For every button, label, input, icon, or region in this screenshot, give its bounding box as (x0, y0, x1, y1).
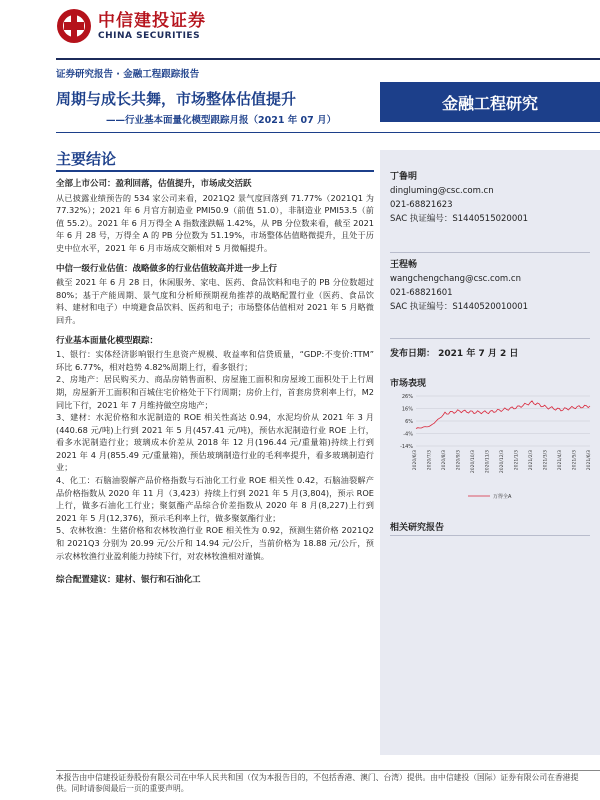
x-tick-label: 2021/1/3 (514, 450, 520, 471)
analyst-card (390, 258, 528, 314)
footer-disclaimer: 本报告由中信建投证券股份有限公司在中华人民共和国（仅为本报告目的，不包括香港、澳门、台湾）提供。由中信建投（国际）证券有限公司在香港提供。同时请参阅最后一页的重要声明。 (56, 773, 579, 793)
logo-mark-icon (56, 8, 92, 44)
y-tick-label: -14% (400, 444, 413, 450)
x-tick-label: 2021/6/3 (587, 450, 592, 471)
x-tick-label: 2020/6/3 (413, 450, 418, 471)
logo-en-text: CHINA SECURITIES (98, 30, 201, 41)
analyst-card (390, 170, 528, 226)
footer-rule (56, 770, 600, 771)
x-tick-label: 2021/4/3 (558, 450, 563, 471)
section-heading-industry: 中信一级行业估值：战略做多的行业估值较高并进一步上行 (56, 263, 278, 274)
x-tick-label: 2021/2/3 (529, 450, 534, 471)
model-item-bank: 1、银行：实体经济影响银行生息资产规模、收益率和信贷质量，“GDP:不变价:TTM” 环比 6.77%，相对趋势 4.82%周期上行，看多银行； (56, 349, 374, 372)
analyst-divider (390, 252, 590, 253)
report-subtitle: ——行业基本面量化模型跟踪月报（2021 年 07 月） (106, 115, 337, 126)
publish-date: 发布日期： 2021 年 7 月 2 日 (390, 349, 519, 359)
y-tick-label: 26% (401, 394, 413, 400)
y-tick-label: 16% (401, 406, 413, 413)
analyst-phone: 021-68821623 (390, 200, 453, 210)
series-line (416, 401, 590, 429)
config-heading: 综合配置建议：建材、银行和石油化工 (56, 575, 201, 586)
related-rule (390, 535, 590, 536)
company-logo (56, 8, 206, 44)
analyst-sac: SAC 执证编号：S1440515020001 (390, 214, 529, 224)
report-series: 证券研究报告 · 金融工程跟踪报告 (56, 69, 200, 80)
y-tick-label: 6% (405, 419, 413, 425)
section-heading-market: 全部上市公司：盈利回落，估值提升，市场成交活跃 (56, 179, 252, 189)
x-tick-label: 2020/7/3 (427, 450, 433, 471)
section-body-market: 从已披露业绩预告的 534 家公司来看，2021Q2 景气度回落到 71.77%（2021Q1 为 77.32%）；2021 年 6 月官方制造业 PMI50.9（前值 51.0），非制造业 PMI53.5（前值 55.2）。2021 年 6 月万得全 A 指数涨跌幅 1.42%，从 PB 分位数来看，截至 2021 年 6 月 28 号，万得全 A 的 PB 分位数为 51.19%，市场整体估值略微提升，且处于历史中位水平，2021 年 6 月市场成交额相对 5 月微幅提升。 (56, 192, 374, 253)
category-banner: 金融工程研究 (380, 82, 600, 122)
x-tick-label: 2020/8/3 (442, 450, 447, 471)
analyst-divider (390, 338, 590, 339)
related-heading: 相关研究报告 (390, 523, 445, 533)
model-item-building: 3、建材：水泥价格和水泥制造的 ROE 相关性高达 0.94，水泥均价从 2021 年 3 月(440.68 元/吨)上行到 2021 年 5 月(457.41 元/吨)，预估水泥制造行业 ROE 上行，看多水泥制造行业；玻璃成本价差从 2018 年 12 月(196.44 元/重量箱)持续上行到 2021 年 4 月(855.49 元/重量箱)，预估玻璃制造行业的毛利率提升，看多玻璃制造行业； (56, 412, 374, 473)
main-heading: 主要结论 (56, 150, 117, 168)
analyst-email[interactable]: wangchengchang@csc.com.cn (390, 274, 521, 284)
analyst-email[interactable]: dingluming@csc.com.cn (390, 186, 494, 196)
y-tick-label: -4% (403, 431, 413, 438)
report-title: 周期与成长共舞，市场整体估值提升 (56, 90, 297, 108)
legend-label: 万得全A (493, 494, 512, 500)
main-heading-rule (56, 170, 374, 172)
x-tick-label: 2020/9/3 (456, 450, 462, 471)
model-item-realestate: 2、房地产：居民购买力、商品房销售面积、房屋施工面积和房屋竣工面积处于上行周期，房屋新开工面积和百城住宅价格处于下行周期；房价上行，首套房贷利率上行，M2 同比下行，2021 年 7 月维持做空房地产； (56, 374, 374, 410)
market-chart (390, 390, 595, 505)
x-tick-label: 2021/5/3 (572, 450, 578, 471)
header-rule (56, 58, 600, 60)
main-content (56, 178, 374, 588)
x-tick-label: 2020/11/3 (485, 450, 491, 474)
analyst-name: 丁鲁明 (390, 172, 418, 182)
x-tick-label: 2020/12/3 (500, 450, 505, 474)
model-item-chemical: 4、化工：石脑油裂解产品价格指数与石油化工行业 ROE 相关性 0.42，石脑油裂解产品价格指数从 2020 年 11 月（3,423）持续上行到 2021 年 5 月(3,804)，预示 ROE 上行，做多石油化工行业；聚氨酯产品综合价差指数从 2020 年 8 月(8,227)上行到 2021 年 5 月(12,376)，预示毛利率上行，做多聚氨酯行业； (56, 475, 374, 523)
model-heading: 行业基本面量化模型跟踪： (56, 335, 159, 346)
title-rule (56, 132, 600, 133)
x-tick-label: 2020/10/3 (471, 450, 476, 474)
analyst-phone: 021-68821601 (390, 288, 453, 298)
logo-cn-text: 中信建投证券 (98, 10, 206, 31)
analyst-name: 王程畅 (390, 260, 418, 270)
market-heading: 市场表现 (390, 379, 427, 389)
analyst-sac: SAC 执证编号：S1440520010001 (390, 302, 529, 312)
x-tick-label: 2021/3/3 (543, 450, 549, 471)
section-body-industry: 截至 2021 年 6 月 28 日，休闲服务、家电、医药、食品饮料和电子的 PB 分位数超过 80%；基于产能周期、景气度和分析师预期视角推荐的战略配置行业（医药、食品饮料、建材和电子）中境避食品饮料、医药和电子；市场整体估值相对 2021 年 5 月略微回升。 (56, 277, 374, 325)
model-item-agriculture: 5、农林牧渔：生猪价格和农林牧渔行业 ROE 相关性为 0.92，预测生猪价格 2021Q2 和 2021Q3 分别为 20.99 元/公斤和 14.94 元/公斤，当前价格为 18.88 元/公斤，预示农林牧渔行业盈利能力持续下行，对农林牧渔相对谨慎。 (56, 525, 374, 561)
